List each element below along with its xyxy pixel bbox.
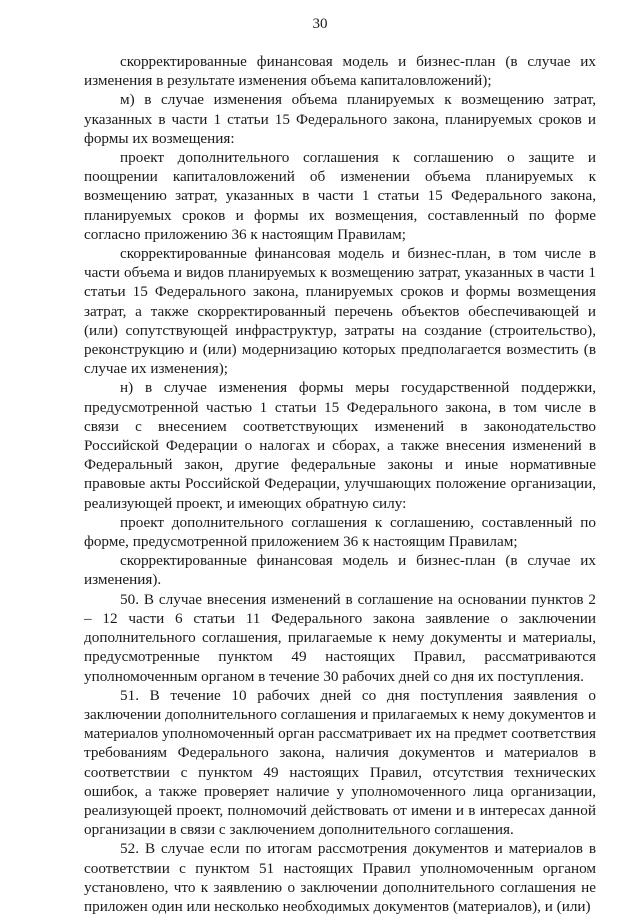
document-body <box>84 52 596 916</box>
paragraph: скорректированные финансовая модель и бизнес-план (в случае их изменения в результате изменения объема капиталовложений); <box>84 53 596 90</box>
paragraph: 51. В течение 10 рабочих дней со дня поступления заявления о заключении дополнительного соглашения и прилагаемых к нему документов и материалов уполномоченный орган рассматривает их на предмет соответствия требованиям Федерального закона, наличия документов и материалов в соответствии с пунктом 49 настоящих Правил, отсутствия технических ошибок, а также проверяет наличие у уполномоченного лица организации, реализующей проект, полномочий действовать от имени и в интересах данной организации в связи с заключением дополнительного соглашения. <box>84 686 596 839</box>
paragraph: проект дополнительного соглашения к соглашению о защите и поощрении капиталовложений об изменении объема планируемых к возмещению затрат, указанных в части 1 статьи 15 Федерального закона, планируемых сроков и формы их возмещения, составленный по форме согласно приложению 36 к настоящим Правилам; <box>84 149 596 243</box>
paragraph: м) в случае изменения объема планируемых к возмещению затрат, указанных в части 1 статьи 15 Федерального закона, планируемых сроков и формы их возмещения: <box>84 91 596 147</box>
paragraph: н) в случае изменения формы меры государственной поддержки, предусмотренной частью 1 статьи 15 Федерального закона, в том числе в связи с внесением соответствующих изменений в законодательство Российской Федерации о налогах и сборах, а также внесения изменений в Федеральный закон, другие федеральные законы и иные нормативные правовые акты Российской Федерации, улучшающих положение организации, реализующей проект, и имеющих обратную силу: <box>84 379 596 512</box>
paragraph: 52. В случае если по итогам рассмотрения документов и материалов в соответствии с пунктом 51 настоящих Правил уполномоченным органом установлено, что к заявлению о заключении дополнительного соглашения не приложен один или несколько необходимых документов (материалов), и (или) <box>84 840 596 915</box>
paragraph: проект дополнительного соглашения к соглашению, составленный по форме, предусмотренной приложением 36 к настоящим Правилам; <box>84 513 596 551</box>
paragraph: 50. В случае внесения изменений в соглашение на основании пунктов 2 – 12 части 6 статьи 11 Федерального закона заявление о заключении дополнительного соглашения, прилагаемые к нему документы и материалы, предусмотренные пунктом 49 настоящих Правил, рассматриваются уполномоченным органом в течение 30 рабочих дней со дня их поступления. <box>84 590 596 685</box>
paragraph: скорректированные финансовая модель и бизнес-план, в том числе в части объема и видов планируемых к возмещению затрат, указанных в части 1 статьи 15 Федерального закона, планируемых сроков и формы возмещения затрат, а также скорректированный перечень объектов обеспечивающей и (или) сопутствующей инфраструктур, затраты на создание (строительство), реконструкцию и (или) модернизацию которых предполагается возместить (в случае их изменения); <box>84 245 596 378</box>
paragraph: скорректированные финансовая модель и бизнес-план (в случае их изменения). <box>84 552 596 589</box>
page-number: 30 <box>312 16 328 32</box>
